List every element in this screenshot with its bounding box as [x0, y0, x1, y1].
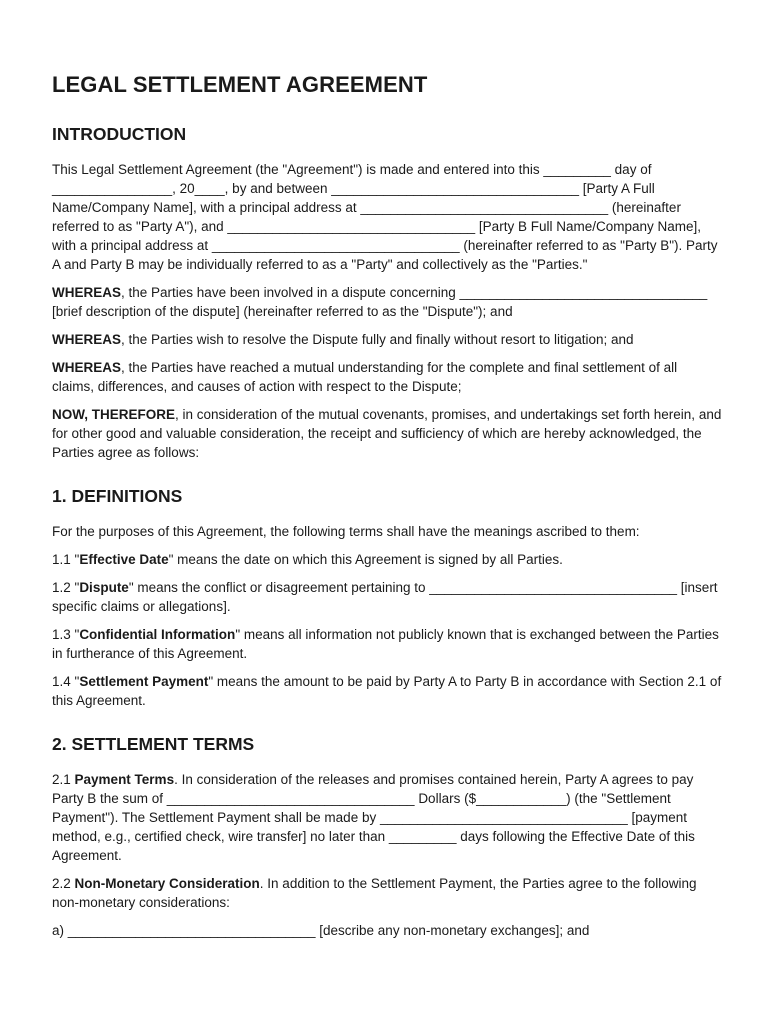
whereas-lead: WHEREAS — [52, 360, 122, 375]
definitions-heading: 1. DEFINITIONS — [52, 486, 183, 506]
definition-number: 1.1 " — [52, 552, 80, 567]
definition-number: 1.2 " — [52, 580, 80, 595]
section-term: Payment Terms — [74, 772, 175, 787]
definition-text: " means the conflict or disagreement pertaining to _________________________________ [insert specific claims or allegations]. — [52, 580, 718, 614]
definition-term: Settlement Payment — [79, 674, 209, 689]
section-text: . In addition to the Settlement Payment, the Parties agree to the following non-monetary considerations: — [52, 876, 697, 910]
whereas-text: , the Parties have been involved in a dispute concerning _________________________________ [brief description of the dispute] (hereinafter referred to as the "Dispute"); and — [52, 285, 708, 319]
now-therefore-lead: NOW, THEREFORE — [52, 407, 176, 422]
definition-1-3 — [52, 625, 722, 663]
consideration-item-a: a) _________________________________ [describe any non-monetary exchanges]; and — [52, 923, 590, 938]
settlement-2-1 — [52, 770, 722, 865]
introduction-heading: INTRODUCTION — [52, 124, 187, 144]
definitions-intro: For the purposes of this Agreement, the following terms shall have the meanings ascribed to them: — [52, 524, 640, 539]
whereas-lead: WHEREAS — [52, 285, 122, 300]
now-therefore-clause — [52, 405, 722, 462]
definition-1-2 — [52, 578, 722, 616]
definition-number: 1.4 " — [52, 674, 80, 689]
whereas-text: , the Parties have reached a mutual understanding for the complete and final settlement of all claims, differences, and causes of action with respect to the Dispute; — [52, 360, 678, 394]
now-therefore-text: , in consideration of the mutual covenants, promises, and undertakings set forth herein, and for other good and valuable consideration, the receipt and sufficiency of which are hereby acknowledged, the Parties agree as follows: — [52, 407, 722, 460]
definition-number: 1.3 " — [52, 627, 80, 642]
document-title: LEGAL SETTLEMENT AGREEMENT — [52, 72, 428, 97]
whereas-clause-3 — [52, 358, 722, 396]
document-page — [52, 70, 722, 940]
whereas-clause-2 — [52, 330, 722, 349]
definition-1-4 — [52, 672, 722, 710]
intro-paragraph: This Legal Settlement Agreement (the "Agreement") is made and entered into this _________ day of ________________, 20____, by and between _________________________________ [Party A Full Name/Company Name], with a principal address at _________________________________ (hereinafter referred to as "Party A"), and _________________________________ [Party B Full Name/Company Name], with a principal address at _________________________________ (hereinafter referred to as "Party B"). Party A and Party B may be individually referred to as a "Party" and collectively as the "Parties." — [52, 162, 718, 272]
definition-text: " means the amount to be paid by Party A to Party B in accordance with Section 2.1 of this Agreement. — [52, 674, 722, 708]
definition-text: " means the date on which this Agreement is signed by all Parties. — [168, 552, 563, 567]
section-term: Non-Monetary Consideration — [74, 876, 260, 891]
definition-term: Dispute — [79, 580, 129, 595]
section-text: . In consideration of the releases and promises contained herein, Party A agrees to pay Party B the sum of _________________________________ Dollars ($____________) (the "Settlement Payment"). The Settlement Payment shall be made by _________________________________ [payment method, e.g., certified check, wire transfer] no later than _________ days following the Effective Date of this Agreement. — [52, 772, 695, 863]
section-number: 2.1 — [52, 772, 75, 787]
definition-term: Confidential Information — [79, 627, 236, 642]
whereas-clause-1 — [52, 283, 722, 321]
settlement-2-2 — [52, 874, 722, 912]
definition-text: " means all information not publicly known that is exchanged between the Parties in furtherance of this Agreement. — [52, 627, 719, 661]
section-number: 2.2 — [52, 876, 75, 891]
settlement-terms-heading: 2. SETTLEMENT TERMS — [52, 734, 255, 754]
definition-term: Effective Date — [79, 552, 169, 567]
whereas-lead: WHEREAS — [52, 332, 122, 347]
whereas-text: , the Parties wish to resolve the Dispute fully and finally without resort to litigation; and — [121, 332, 634, 347]
definition-1-1 — [52, 550, 722, 569]
